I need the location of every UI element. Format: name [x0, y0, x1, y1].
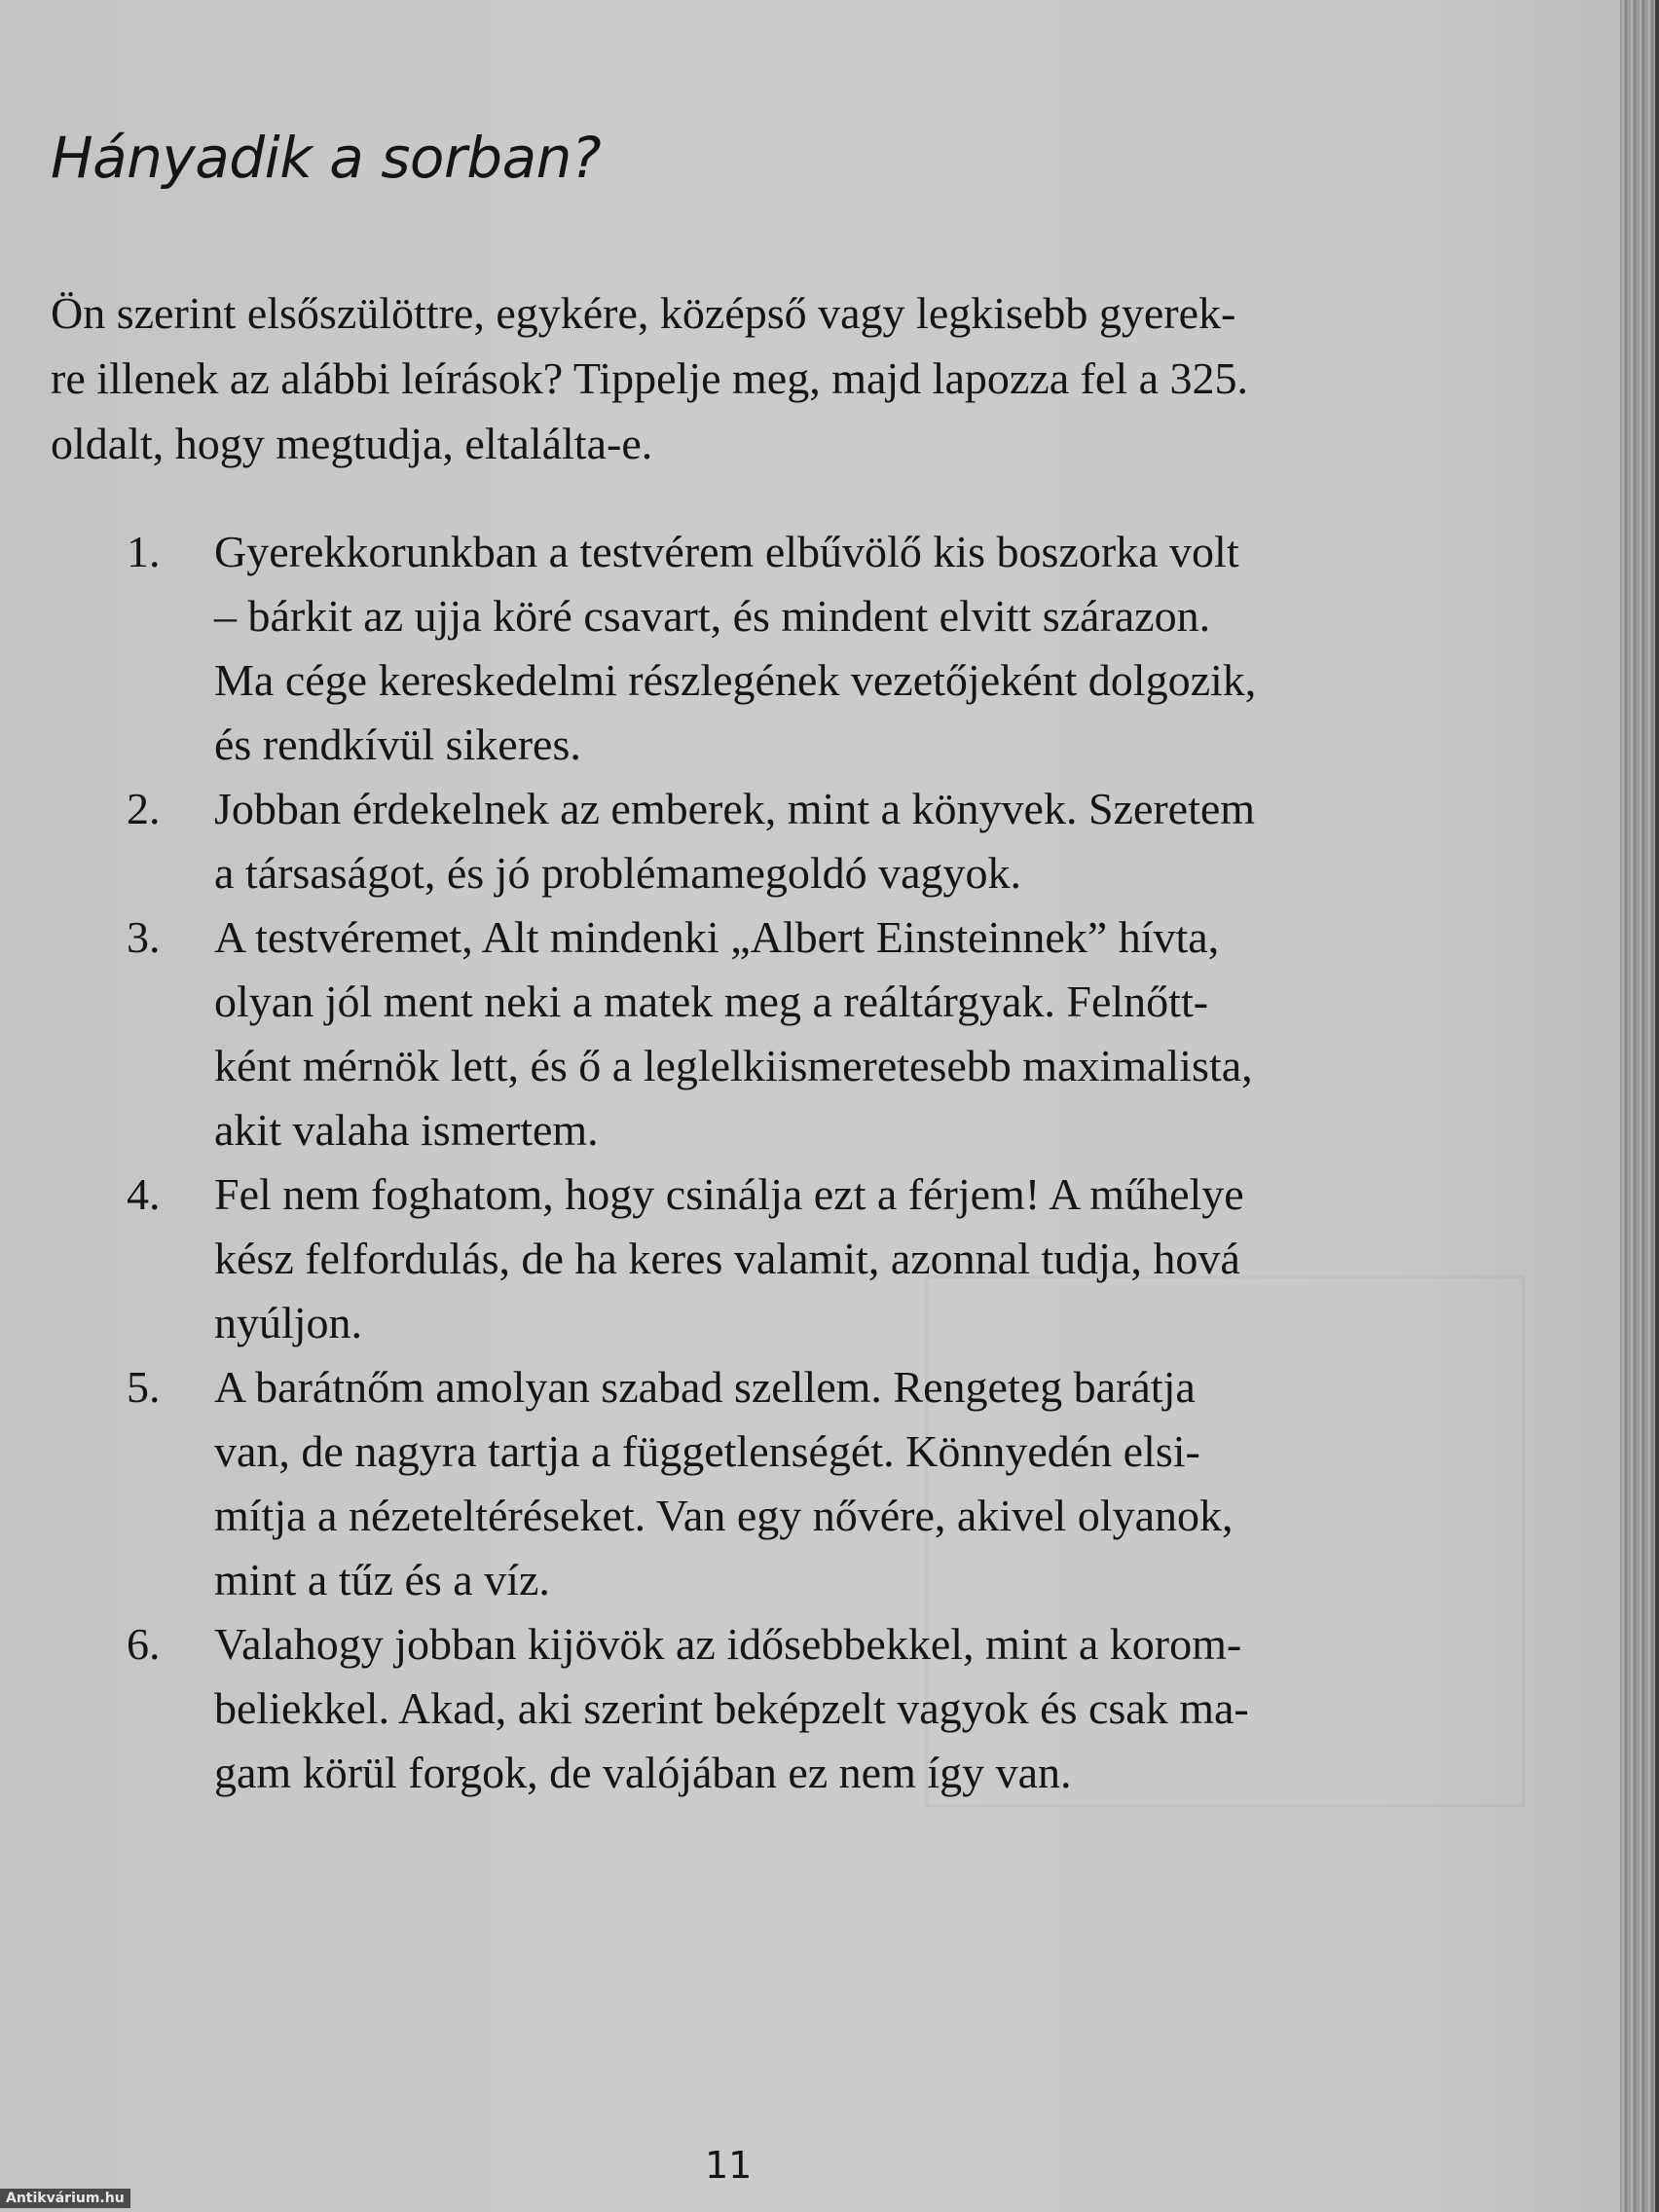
item-line: mítja a nézeteltéréseket. Van egy nővére, akivel olyanok, [214, 1491, 1234, 1540]
list-item-3 [127, 905, 1412, 1162]
page-number: 11 [705, 2144, 753, 2187]
numbered-list [127, 520, 1412, 1805]
list-item-5 [127, 1355, 1412, 1612]
item-line: van, de nagyra tartja a függetlenségét. Könnyedén elsi- [214, 1426, 1200, 1476]
intro-paragraph [51, 280, 1414, 476]
list-item-4 [127, 1162, 1412, 1355]
item-line: A testvéremet, Alt mindenki „Albert Einsteinnek” hívta, [214, 912, 1220, 962]
item-line: és rendkívül sikeres. [214, 719, 581, 769]
item-line: ként mérnök lett, és ő a leglelkiismeretesebb maximalista, [214, 1041, 1253, 1090]
item-number: 3. [127, 912, 161, 962]
item-line: Jobban érdekelnek az emberek, mint a könyvek. Szeretem [214, 784, 1256, 833]
intro-line: oldalt, hogy megtudja, eltalálta-e. [51, 419, 653, 468]
item-line: nyúljon. [214, 1298, 363, 1347]
item-line: a társaságot, és jó problémamegoldó vagyok. [214, 848, 1022, 898]
item-number: 4. [127, 1169, 161, 1219]
intro-line: Ön szerint elsőszülöttre, egykére, középső vagy legkisebb gyerek- [51, 288, 1236, 338]
item-number: 5. [127, 1362, 161, 1412]
item-line: Fel nem foghatom, hogy csinálja ezt a férjem! A műhelye [214, 1169, 1244, 1219]
item-line: A barátnőm amolyan szabad szellem. Rengeteg barátja [214, 1362, 1196, 1412]
list-item-6 [127, 1612, 1412, 1805]
item-line: kész felfordulás, de ha keres valamit, azonnal tudja, hová [214, 1234, 1240, 1283]
item-line: mint a tűz és a víz. [214, 1555, 550, 1604]
item-number: 1. [127, 527, 161, 576]
watermark-label: Antikvárium.hu [0, 2189, 130, 2208]
item-line: Gyerekkorunkban a testvérem elbűvölő kis boszorka volt [214, 527, 1239, 576]
item-line: beliekkel. Akad, aki szerint beképzelt vagyok és csak ma- [214, 1683, 1249, 1733]
item-number: 6. [127, 1619, 161, 1669]
list-item-1 [127, 520, 1412, 777]
item-line: Valahogy jobban kijövök az idősebbekkel, mint a korom- [214, 1619, 1242, 1669]
page-heading: Hányadik a sorban? [51, 125, 602, 191]
item-line: akit valaha ismertem. [214, 1105, 599, 1155]
list-item-2 [127, 777, 1412, 905]
item-number: 2. [127, 784, 161, 833]
item-line: gam körül forgok, de valójában ez nem így van. [214, 1748, 1072, 1797]
item-line: Ma cége kereskedelmi részlegének vezetőjeként dolgozik, [214, 655, 1257, 705]
page-stack-edge [1620, 0, 1659, 2212]
intro-line: re illenek az alábbi leírások? Tippelje meg, majd lapozza fel a 325. [51, 353, 1249, 403]
book-spine-shadow [1655, 0, 1659, 2212]
item-line: olyan jól ment neki a matek meg a reáltárgyak. Felnőtt- [214, 977, 1209, 1026]
item-line: – bárkit az ujja köré csavart, és mindent elvitt szárazon. [214, 591, 1211, 641]
